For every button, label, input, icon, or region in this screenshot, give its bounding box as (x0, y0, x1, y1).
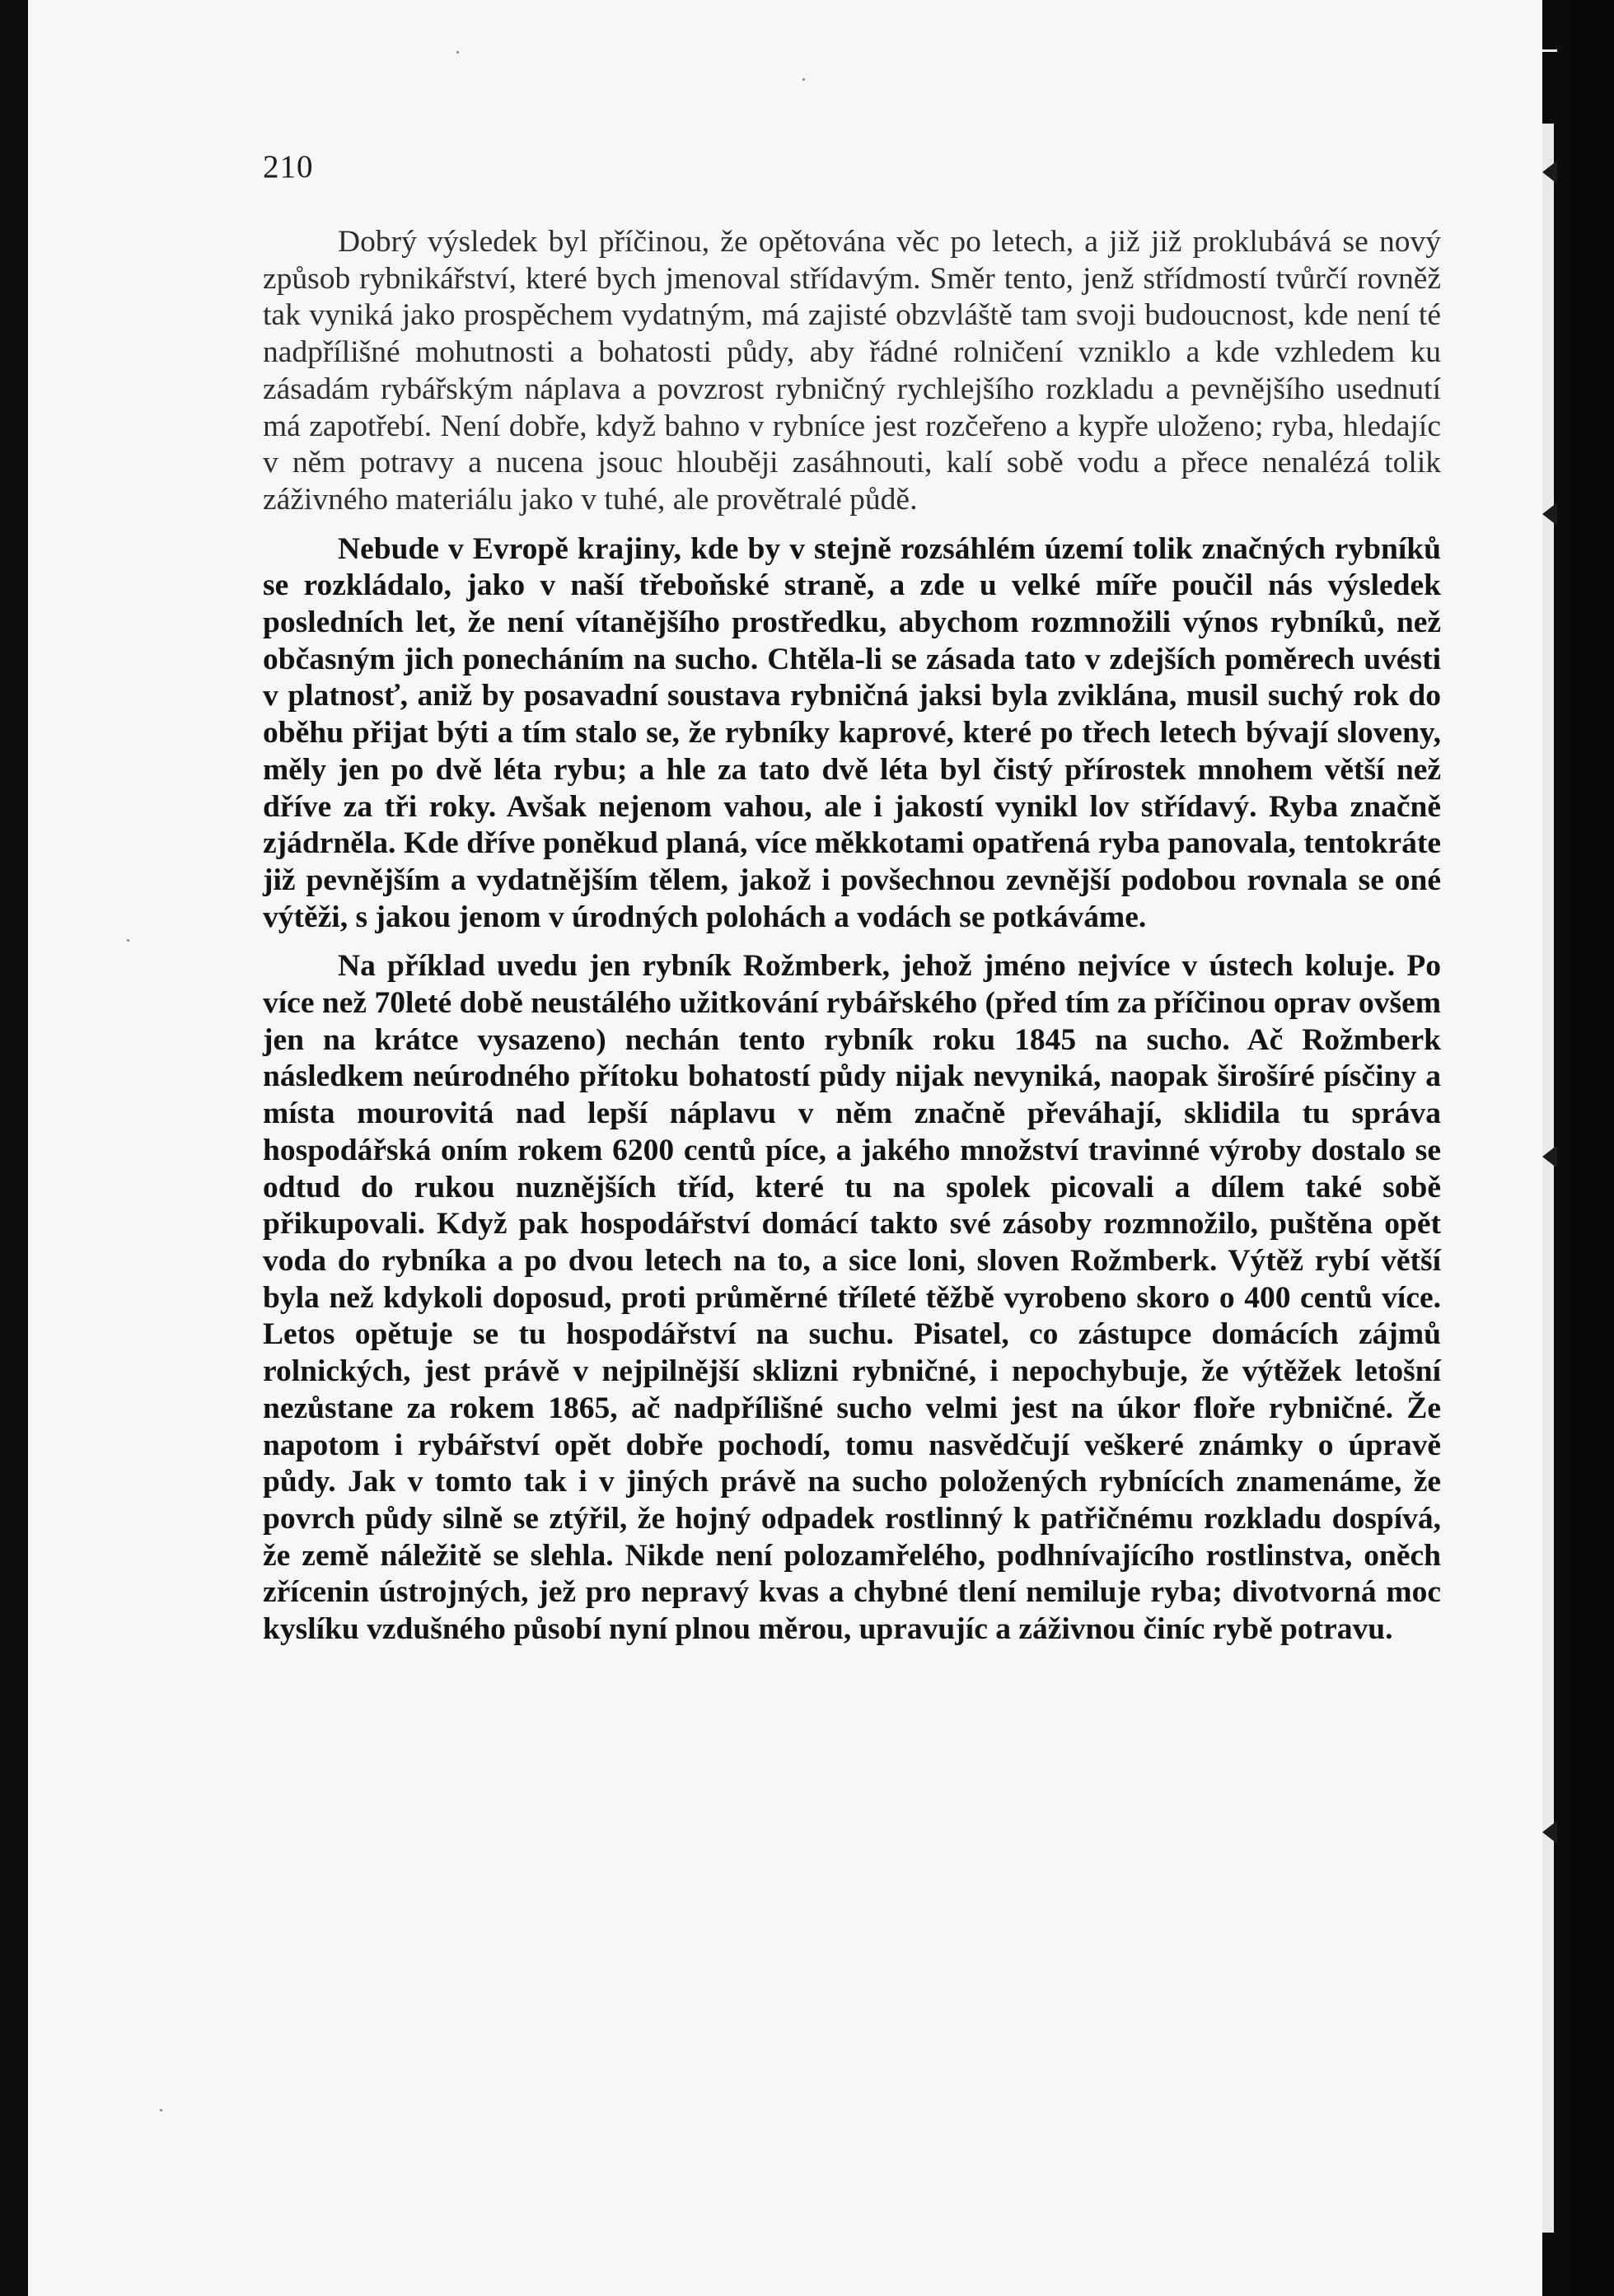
paragraph-2: Nebude v Evropě krajiny, kde by v stejně rozsáhlém území tolik značných rybníků se rozkládalo, jako v naší třeboňské straně, a zde u velké míře poučil nás výsledek posledních let, že není vítanějšího prostředku, abychom rozmnožili výnos rybníků, než občasným jich ponecháním na sucho. Chtěla-li se zásada tato v zdejších poměrech uvésti v platnosť, aniž by posavadní soustava rybničná jaksi byla zviklána, musil suchý rok do oběhu přijat býti a tím stalo se, že rybníky kaprové, které po třech letech bývají sloveny, měly jen po dvě léta rybu; a hle za tato dvě léta byl čistý přírostek mnohem větší než dříve za tři roky. Avšak nejenom vahou, ale i jakostí vynikl lov střídavý. Ryba značně zjádrněla. Kde dříve poněkud planá, více měkkotami opatřená ryba panovala, tentokráte již pevnějším a vydatnějším tělem, jakož i povšechnou zevnější podobou rovnala se oné výtěži, s jakou jenom v úrodných polohách a vodách se potkáváme. (263, 531, 1441, 934)
scan-border-right (1570, 0, 1614, 2296)
scan-speck (456, 51, 459, 54)
page-edge-strip (1542, 124, 1554, 2233)
book-page (28, 0, 1570, 2296)
scan-border-left (0, 0, 28, 2296)
paragraph-3: Na příklad uvedu jen rybník Rožmberk, jehož jméno nejvíce v ústech koluje. Po více než 70leté době neustálého užitkování rybářského (před tím za příčinou oprav ovšem jen na krátce vysazeno) nechán tento rybník roku 1845 na sucho. Ač Rožmberk následkem neúrodného přítoku bohatostí půdy nijak nevyniká, naopak širošíré písčiny a místa mourovitá nad lepší náplavu v něm značně převáhají, sklidila tu správa hospodářská oním rokem 6200 centů píce, a jakého množství travinné výroby dostalo se odtud do rukou nuznějších tříd, které tu na spolek picovali a dílem také sobě přikupovali. Když pak hospodářství domácí takto své zásoby rozmnožilo, puštěna opět voda do rybníka a po dvou letech na to, a sice loni, sloven Rožmberk. Výtěž rybí větší byla než kdykoli doposud, proti průměrné tříleté těžbě vyrobeno skoro o 400 centů více. Letos opětuje se tu hospodářství na suchu. Pisatel, co zástupce domácích zájmů rolnických, jest právě v nejpilnější sklizni rybničné, i nepochybuje, že výtěžek letošní nezůstane za rokem 1865, ač nadpřílišné sucho velmi jest na úkor floře rybničné. Že napotom i rybářství opět dobře pochodí, tomu nasvědčují veškeré známky o úpravě půdy. Jak v tomto tak i v jiných právě na sucho položených rybnících znamenáme, že povrch půdy silně se ztýřil, že hojný odpadek rostlinný k patřičnému rozkladu dospívá, že země náležitě se slehla. Nikde není polozamřelého, podhnívajícího rostlinstva, oněch zřícenin ústrojných, jež pro nepravý kvas a chybné tlení nemiluje ryba; divotvorná moc kyslíku vzdušného působí nyní plnou měrou, upravujíc a záživnou činíc rybě potravu. (263, 949, 1441, 1647)
page-number: 210 (263, 149, 314, 185)
body-text (263, 224, 1441, 1661)
scan-speck (127, 939, 129, 942)
paragraph-1: Dobrý výsledek byl příčinou, že opětována věc po letech, a již již proklubává se nový způsob rybnikářství, které bych jmenoval střídavým. Směr tento, jenž střídmostí tvůrčí rovněž tak vyniká jako prospěchem vydatným, má zajisté obzvláště tam svoji budoucnost, kde není té nadpřílišné mohutnosti a bohatosti půdy, aby řádné rolničení vzniklo a kde vzhledem ku zásadám rybářským náplava a povzrost rybničný rychlejšího rozkladu a pevnějšího usednutí má zapotřebí. Není dobře, když bahno v rybníce jest rozčeřeno a kypře uloženo; ryba, hledajíc v něm potravy a nucena jsouc hlouběji zasáhnouti, kalí sobě vodu a přece nenalézá tolik záživného materiálu jako v tuhé, ale provětralé půdě. (263, 225, 1441, 517)
page-edge (1542, 0, 1570, 2296)
scan-speck (160, 2109, 162, 2111)
scan-speck (802, 78, 805, 81)
edge-rule (1542, 49, 1557, 52)
